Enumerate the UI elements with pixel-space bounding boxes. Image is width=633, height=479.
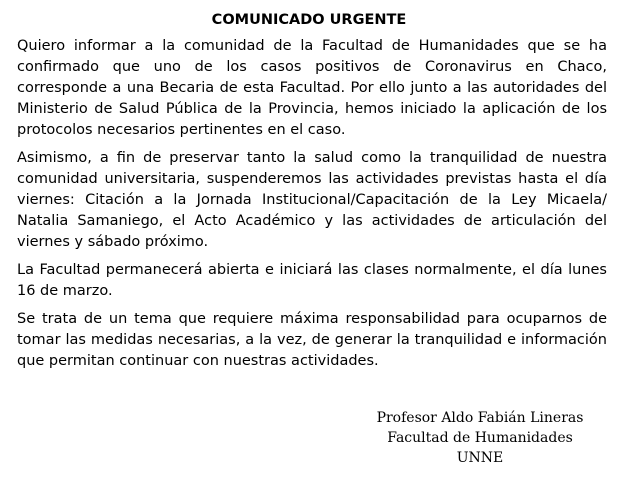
signature-faculty: Facultad de Humanidades [387, 430, 573, 446]
paragraph-1: Quiero informar a la comunidad de la Facultad de Humanidades que se ha confirmado que uno de los casos positivos de Coronavirus en Chaco, corresponde a una Becaria de esta Facultad. Por ello junto a las autoridades del Ministerio de Salud Pública de la Provincia, hemos iniciado la aplicación de los protocolos necesarios pertinentes en el caso. [17, 38, 607, 138]
paragraph-2: Asimismo, a fin de preservar tanto la salud como la tranquilidad de nuestra comunidad universitaria, suspenderemos las actividades previstas hasta el día viernes: Citación a la Jornada Institucional/Capacitación de la Ley Micaela/ Natalia Samaniego, el Acto Académico y las actividades de articulación del viernes y sábado próximo. [17, 150, 607, 250]
paragraph-3: La Facultad permanecerá abierta e iniciará las clases normalmente, el día lunes 16 de marzo. [17, 262, 607, 299]
signature-university: UNNE [456, 450, 504, 466]
document-title: COMUNICADO URGENTE [211, 12, 407, 28]
document-body [17, 10, 607, 379]
signature-name: Profesor Aldo Fabián Lineras [376, 410, 584, 426]
signature-block [360, 408, 600, 468]
paragraph-4: Se trata de un tema que requiere máxima responsabilidad para ocuparnos de tomar las medidas necesarias, a la vez, de generar la tranquilidad e información que permitan continuar con nuestras actividades. [17, 311, 607, 369]
